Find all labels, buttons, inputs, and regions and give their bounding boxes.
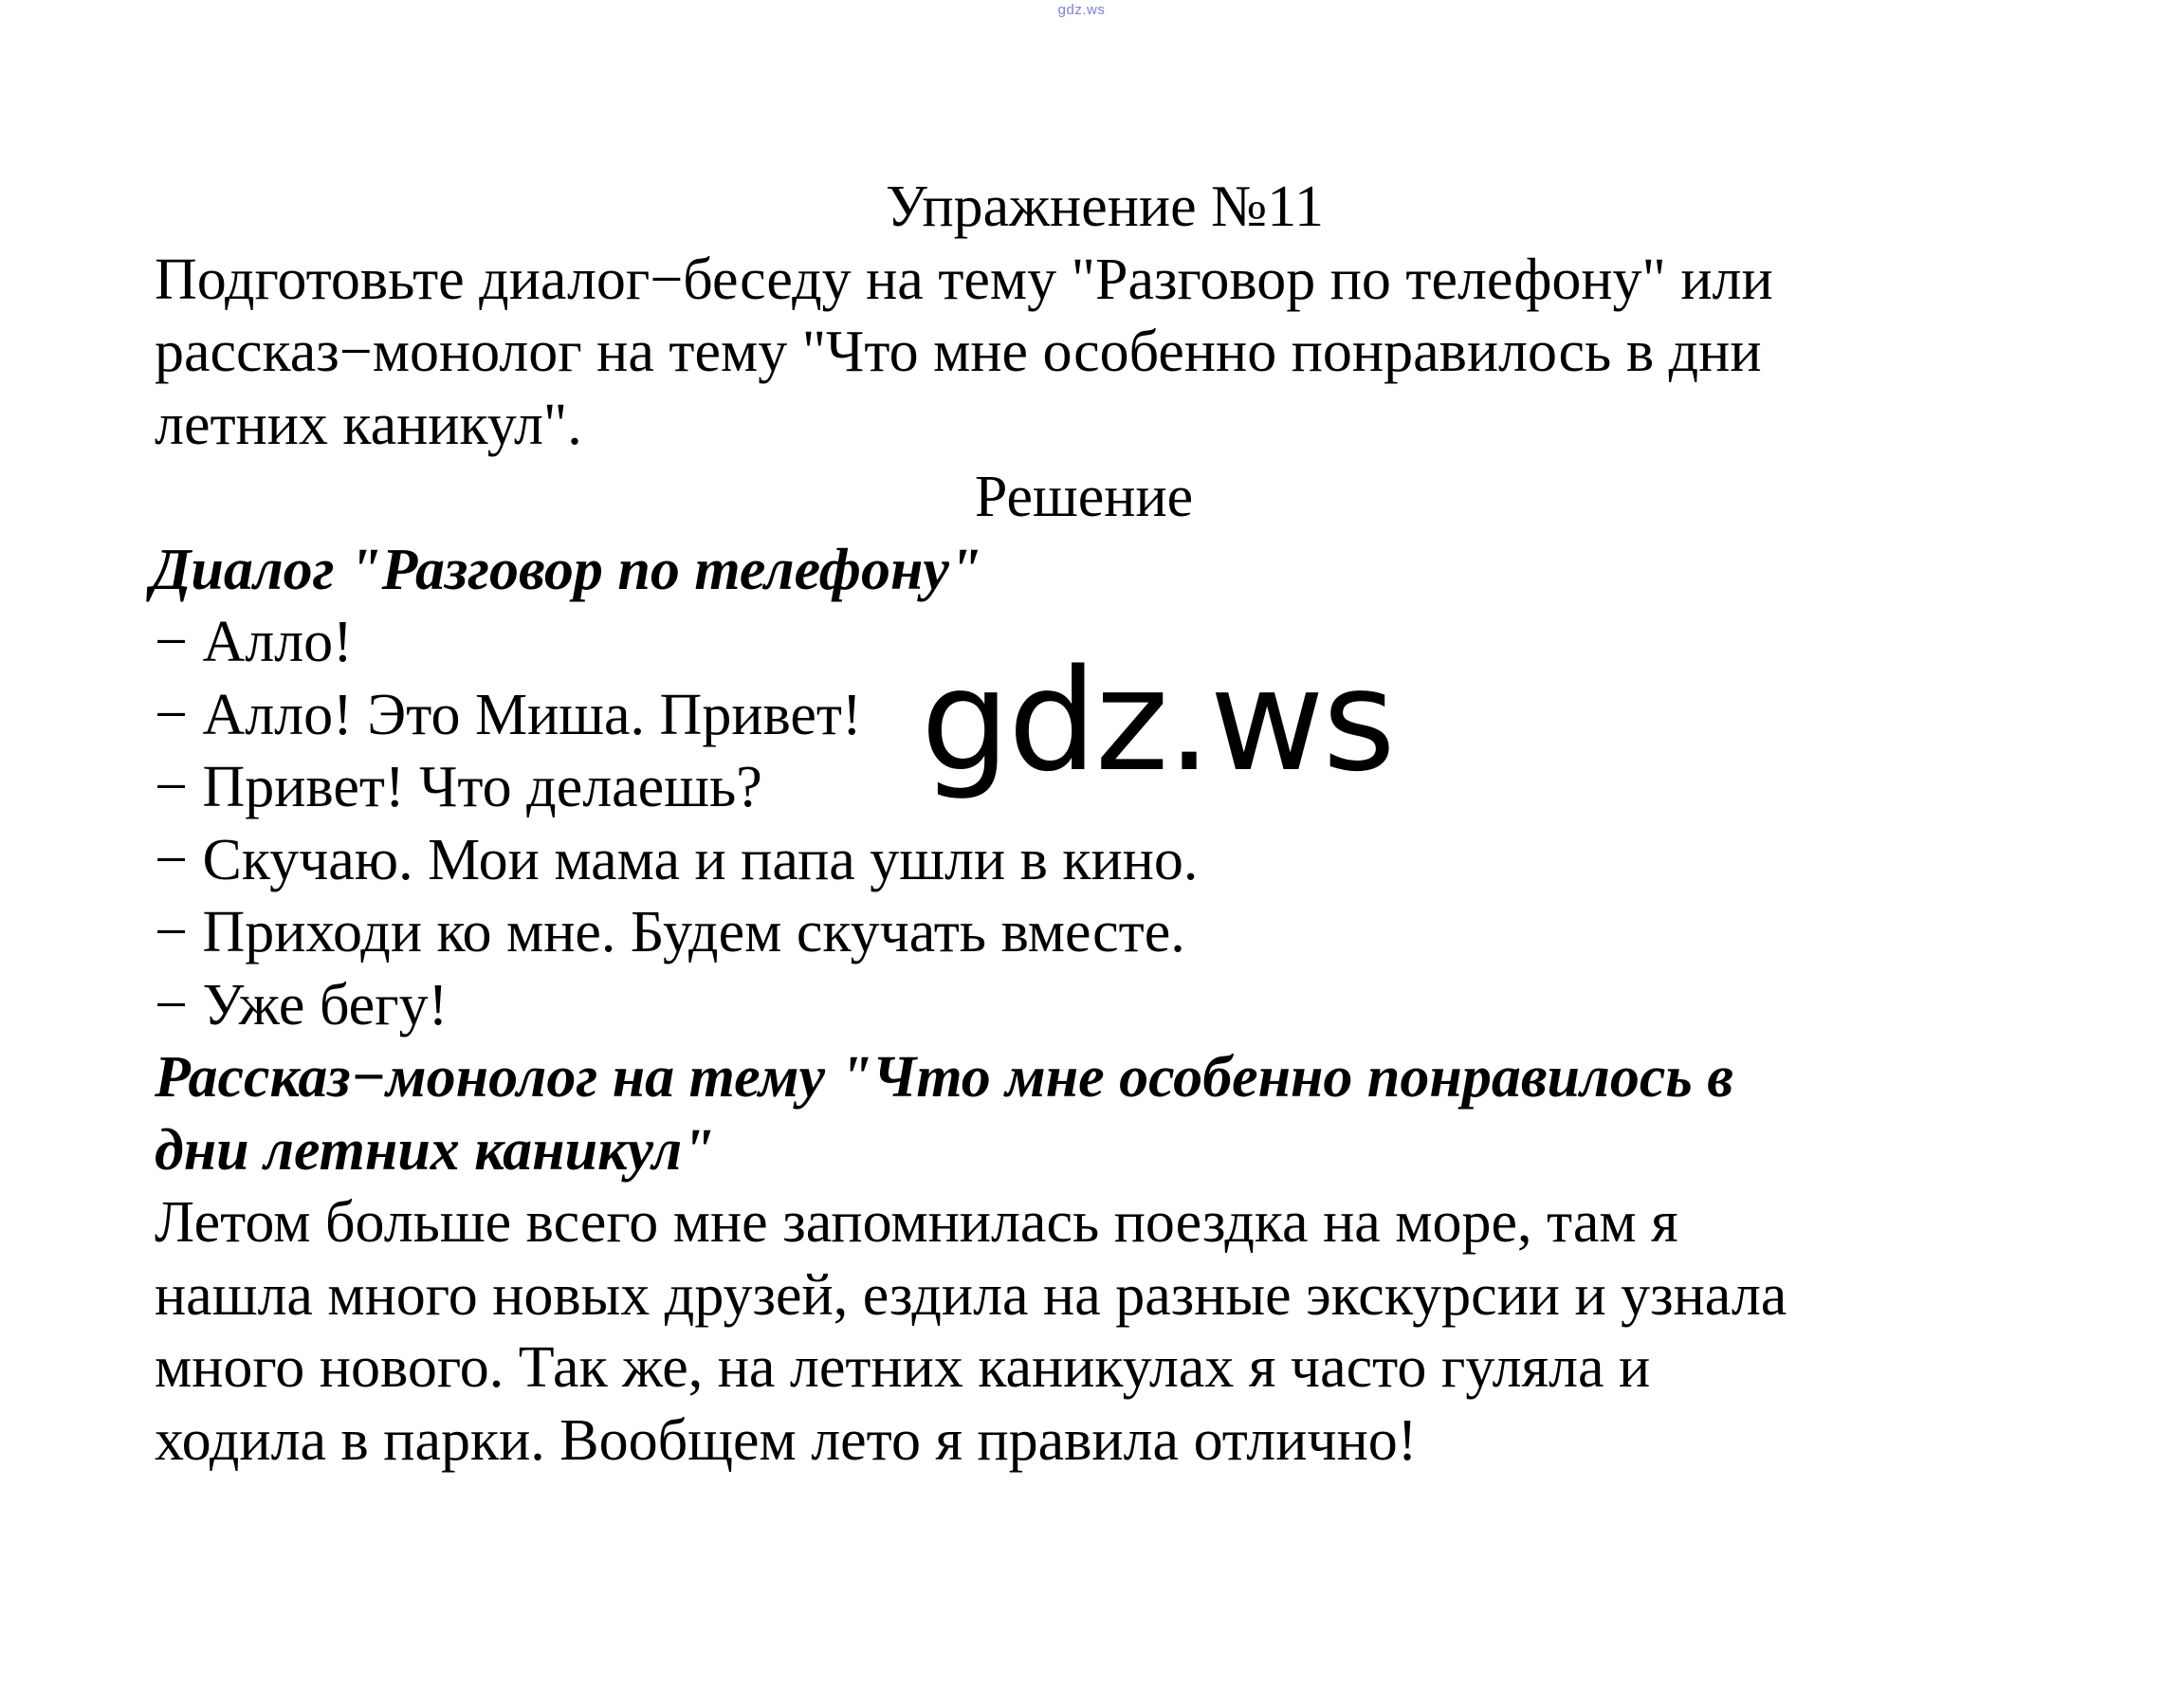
task-line: рассказ−монолог на тему "Что мне особенно понравилось в дни	[155, 320, 1762, 384]
exercise-title: Упражнение №11	[886, 174, 1324, 239]
monologue-line: ходила в парки. Вообщем лето я правила отлично!	[155, 1407, 1418, 1473]
task-text	[155, 244, 2013, 462]
dialog-line: − Приходи ко мне. Будем скучать вместе.	[155, 900, 1185, 964]
monologue-text	[155, 1186, 2013, 1477]
task-line: Подготовьте диалог−беседу на тему "Разговор по телефону" или	[155, 247, 1773, 312]
site-mark: gdz.ws	[1057, 2, 1106, 18]
monologue-line: Летом больше всего мне запомнилась поездка на море, там я	[155, 1190, 1678, 1255]
monologue-title-line: Рассказ−монолог на тему "Что мне особенно понравилось в	[155, 1045, 1733, 1110]
document-body	[151, 171, 2013, 1477]
solution-heading: Решение	[974, 465, 1194, 529]
dialog-line: − Алло! Это Миша. Привет!	[155, 682, 862, 747]
dialog-line: − Уже бегу!	[155, 972, 449, 1038]
monologue-line: много нового. Так же, на летних каникулах я часто гуляла и	[155, 1335, 1651, 1400]
watermark: gdz.ws	[921, 639, 1394, 802]
dialog-line: − Алло!	[155, 610, 353, 674]
monologue-title-line: дни летних каникул"	[155, 1117, 715, 1183]
dialog-line: − Скучаю. Мои мама и папа ушли в кино.	[155, 827, 1199, 892]
monologue-line: нашла много новых друзей, ездила на разные экскурсии и узнала	[155, 1262, 1787, 1328]
task-line: летних каникул".	[155, 392, 582, 457]
dialog-title: Диалог "Разговор по телефону"	[151, 537, 982, 602]
dialog-line: − Привет! Что делаешь?	[155, 755, 762, 819]
monologue-title	[155, 1041, 2013, 1186]
